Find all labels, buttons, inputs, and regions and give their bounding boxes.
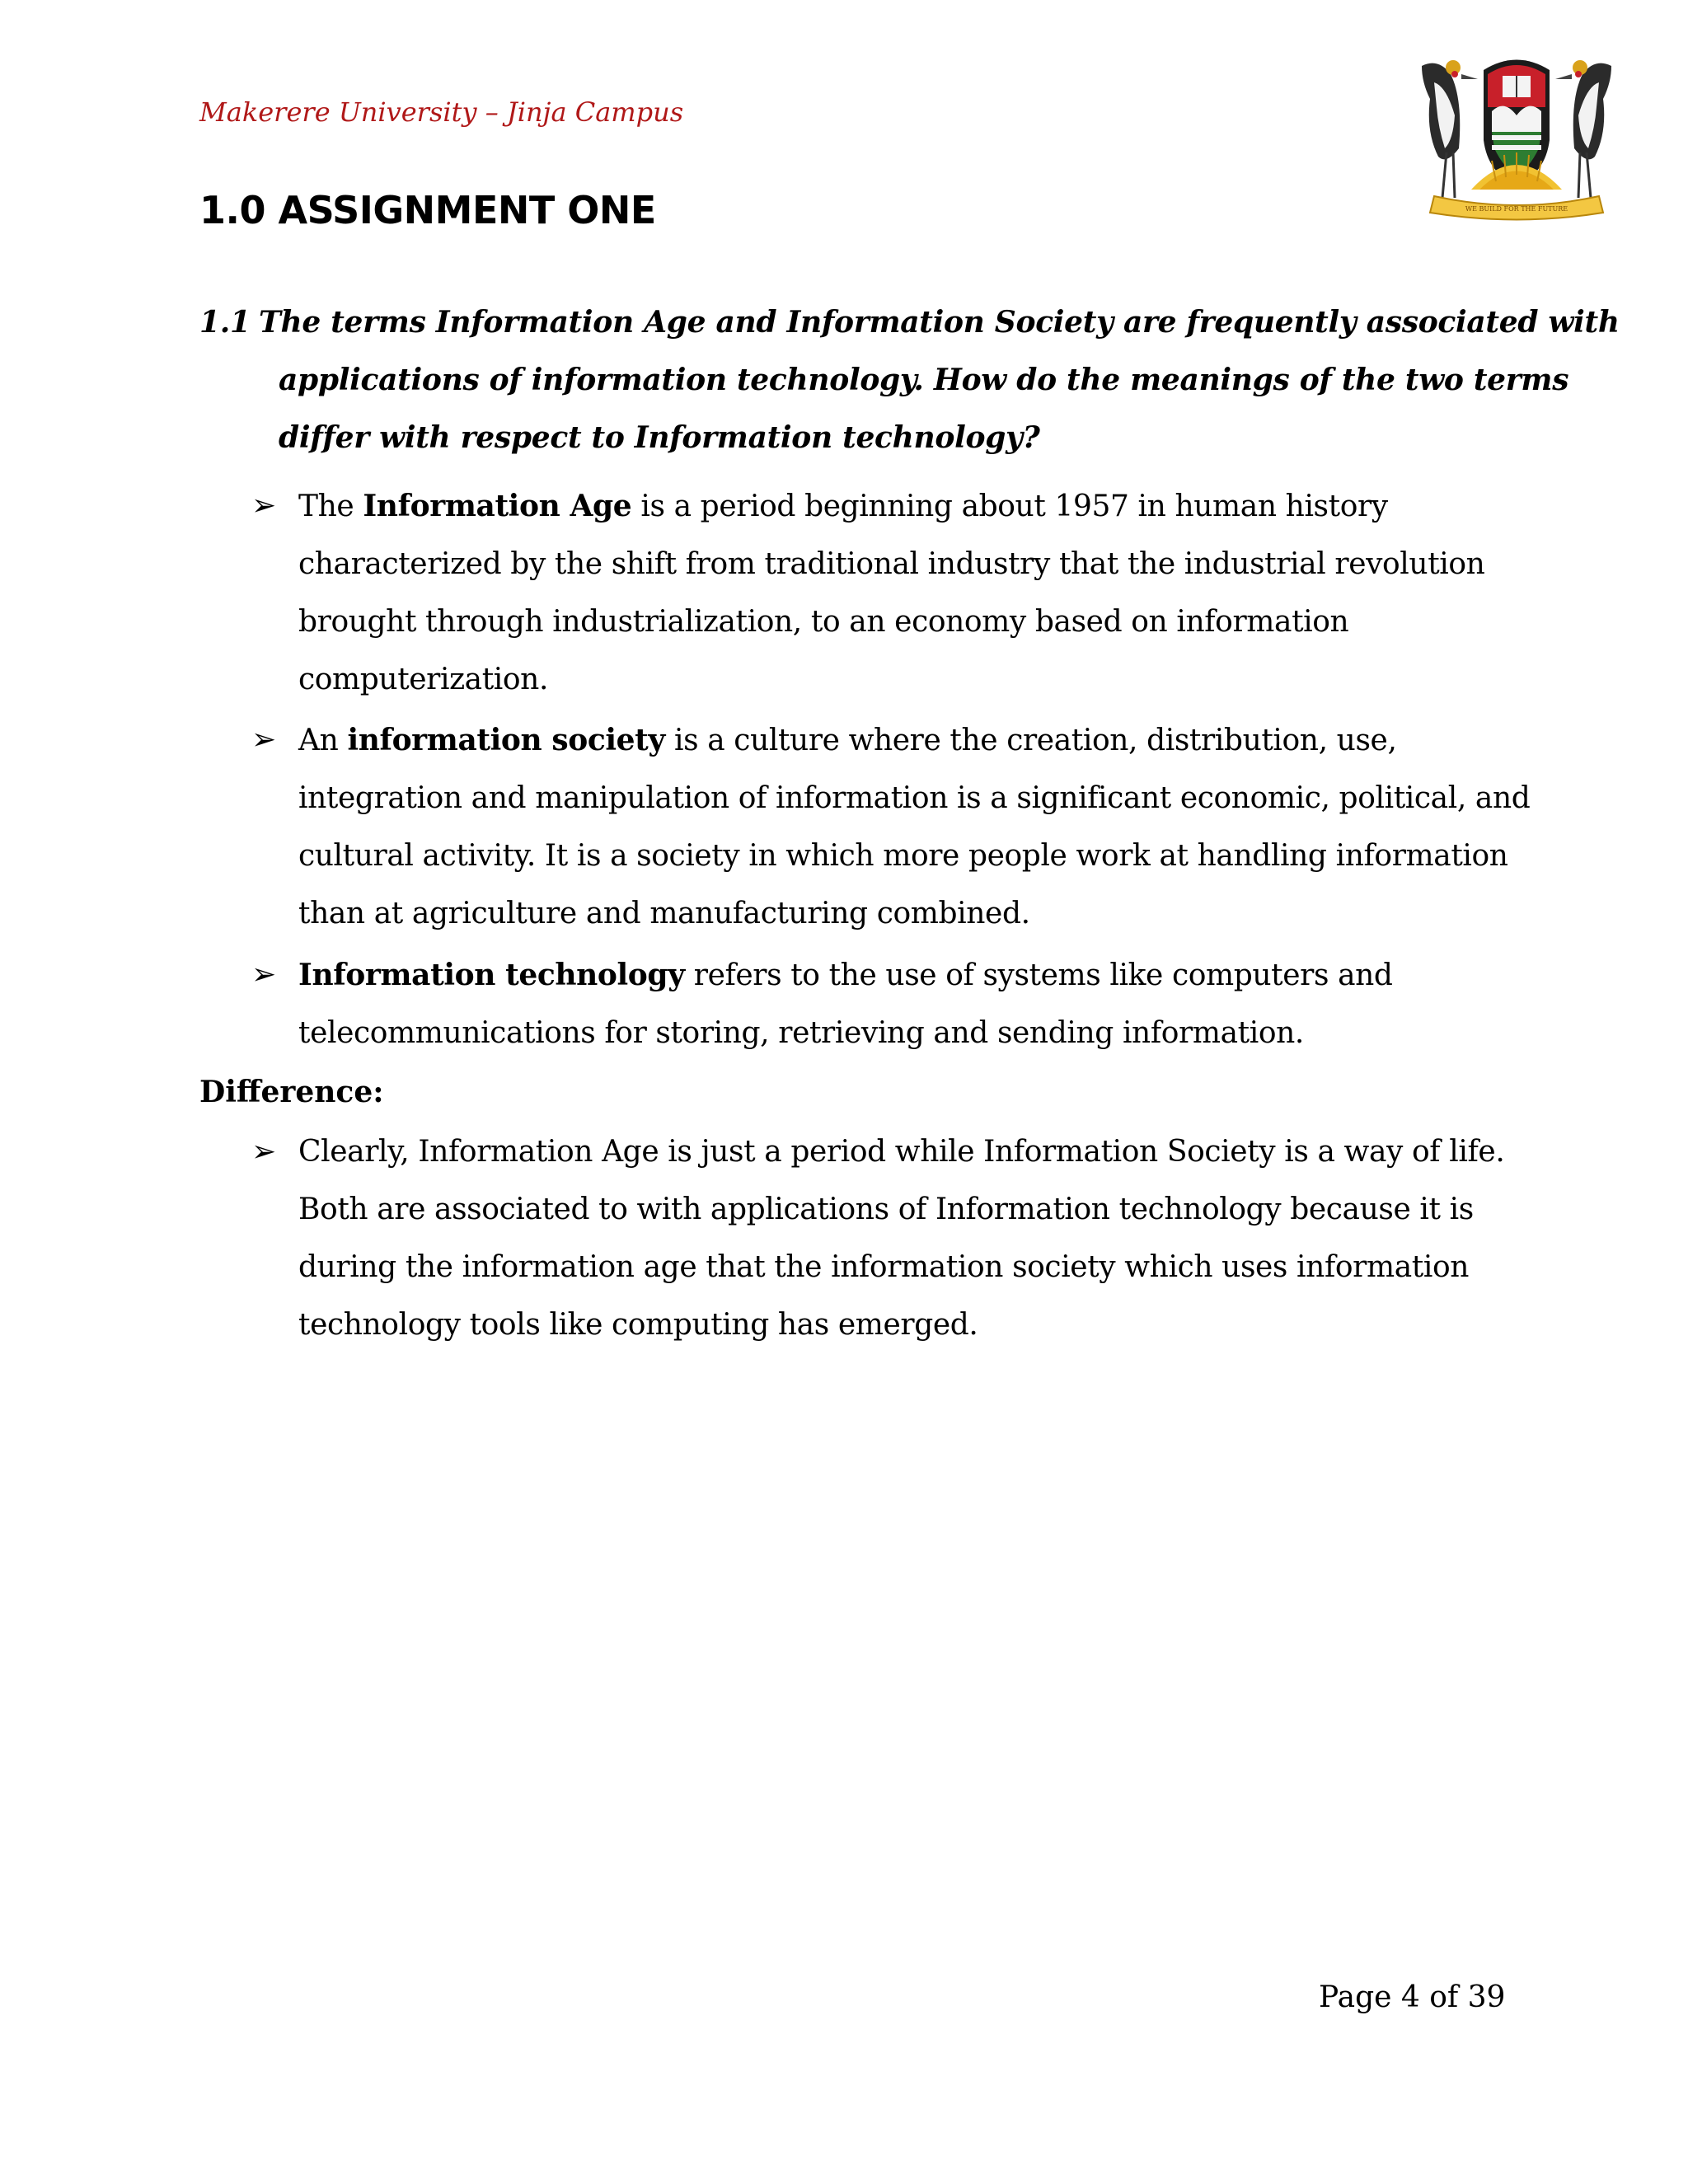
sun-icon xyxy=(1471,152,1562,190)
arrow-bullet-icon: ➢ xyxy=(251,723,276,757)
left-crane-icon xyxy=(1422,60,1478,198)
question-1-1 xyxy=(199,293,1620,466)
question-line-3: differ with respect to Information technology? xyxy=(279,420,1040,455)
term-information-society: information society xyxy=(347,723,665,757)
svg-text:WE BUILD FOR THE FUTURE: WE BUILD FOR THE FUTURE xyxy=(1465,205,1568,213)
term-information-technology: Information technology xyxy=(298,958,685,992)
motto-banner-icon xyxy=(1430,196,1603,220)
bullet-text: Clearly, Information Age is just a period while Information Society is a way of life. Both are associated to with applications of Information technology because it is during the information age that the information society which uses information technology tools like computing has emerged. xyxy=(298,1135,1505,1342)
right-crane-icon xyxy=(1555,60,1611,198)
question-line-2: applications of information technology. How do the meanings of the two terms xyxy=(279,363,1569,397)
difference-heading: Difference: xyxy=(199,1075,384,1109)
question-line-1: 1.1 The terms Information Age and Information Society are frequently associated with xyxy=(199,293,1518,351)
section-title: 1.0 ASSIGNMENT ONE xyxy=(199,188,656,232)
term-information-age: Information Age xyxy=(363,489,632,523)
bullet-text: Information technology refers to the use of systems like computers and telecommunications for storing, retrieving and sending information. xyxy=(298,958,1393,1050)
bullet-text: The Information Age is a period beginning about 1957 in human history characterized by the shift from traditional industry that the industrial revolution brought through industrialization, to an economy based on information computerization. xyxy=(298,489,1485,696)
arrow-bullet-icon: ➢ xyxy=(251,489,276,523)
running-header: Makerere University – Jinja Campus xyxy=(199,96,684,128)
arrow-bullet-icon: ➢ xyxy=(251,1135,276,1169)
question-number: 1.1 xyxy=(199,305,251,340)
page-number: Page 4 of 39 xyxy=(1319,1980,1506,2014)
university-crest-logo xyxy=(1414,49,1620,223)
arrow-bullet-icon: ➢ xyxy=(251,958,276,991)
bullet-text: An information society is a culture where the creation, distribution, use, integration and manipulation of information is a significant economic, political, and cultural activity. It is a society in which more people work at handling information than at agriculture and manufacturing combined. xyxy=(298,723,1531,930)
